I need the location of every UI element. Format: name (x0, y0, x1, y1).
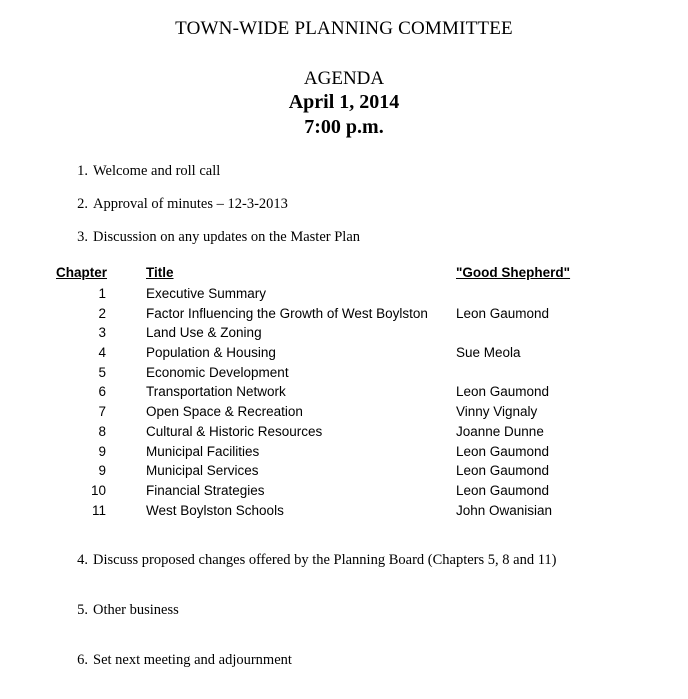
chapter-shepherd: Sue Meola (456, 345, 521, 360)
chapter-title: West Boylston Schools (146, 503, 284, 518)
table-row (0, 306, 688, 326)
chapter-shepherd: Vinny Vignaly (456, 404, 538, 419)
header-good-shepherd: "Good Shepherd" (456, 265, 571, 280)
agenda-item-number: 3. (77, 229, 88, 245)
chapter-number: 11 (91, 503, 106, 518)
agenda-item-text: Other business (93, 602, 179, 618)
header-title: Title (146, 265, 174, 280)
table-row (0, 503, 688, 523)
chapter-number: 5 (98, 365, 106, 380)
agenda-heading: AGENDA (303, 68, 385, 89)
chapter-title: Population & Housing (146, 345, 276, 360)
chapter-title: Land Use & Zoning (146, 325, 262, 340)
chapter-shepherd: Leon Gaumond (456, 483, 550, 498)
chapter-number: 3 (98, 325, 106, 340)
chapter-number: 6 (98, 384, 106, 399)
agenda-item-number: 2. (77, 196, 88, 212)
chapter-number: 10 (90, 483, 106, 498)
chapter-number: 2 (98, 306, 106, 321)
committee-title: TOWN-WIDE PLANNING COMMITTEE (175, 18, 513, 39)
chapter-number: 9 (98, 444, 106, 459)
chapter-title: Factor Influencing the Growth of West Boylston (146, 306, 428, 321)
chapter-title: Open Space & Recreation (146, 404, 303, 419)
table-row (0, 384, 688, 404)
chapter-shepherd: John Owanisian (456, 503, 553, 518)
agenda-item-text: Discuss proposed changes offered by the Planning Board (Chapters 5, 8 and 11) (93, 552, 557, 568)
table-row (0, 325, 688, 345)
meeting-time: 7:00 p.m. (304, 116, 384, 138)
chapter-title: Economic Development (146, 365, 289, 380)
chapter-title: Municipal Facilities (146, 444, 260, 459)
agenda-item-text: Approval of minutes – 12-3-2013 (93, 196, 288, 212)
chapter-number: 9 (98, 463, 106, 478)
chapter-title: Transportation Network (146, 384, 286, 399)
chapter-shepherd: Leon Gaumond (456, 384, 550, 399)
chapter-shepherd: Leon Gaumond (456, 444, 550, 459)
table-row (0, 483, 688, 503)
agenda-item-number: 4. (77, 552, 88, 568)
chapter-number: 8 (98, 424, 106, 439)
chapter-title: Cultural & Historic Resources (146, 424, 323, 439)
header-chapter: Chapter (56, 265, 108, 280)
table-row (0, 463, 688, 483)
agenda-item-text: Welcome and roll call (93, 163, 221, 179)
agenda-item-number: 5. (77, 602, 88, 618)
chapter-shepherd: Leon Gaumond (456, 306, 550, 321)
table-row (0, 404, 688, 424)
chapter-shepherd: Leon Gaumond (456, 463, 550, 478)
chapter-number: 1 (98, 286, 106, 301)
table-row (0, 286, 688, 306)
agenda-item-text: Discussion on any updates on the Master Plan (93, 229, 361, 245)
table-row (0, 424, 688, 444)
agenda-item-number: 6. (77, 652, 88, 668)
chapter-title: Municipal Services (146, 463, 259, 478)
chapter-number: 7 (98, 404, 106, 419)
table-row (0, 365, 688, 385)
chapter-title: Financial Strategies (146, 483, 265, 498)
meeting-date: April 1, 2014 (288, 91, 400, 113)
table-row (0, 345, 688, 365)
chapter-number: 4 (98, 345, 106, 360)
chapter-title: Executive Summary (146, 286, 267, 301)
chapter-shepherd: Joanne Dunne (456, 424, 544, 439)
agenda-item-text: Set next meeting and adjournment (93, 652, 292, 668)
agenda-item-number: 1. (77, 163, 88, 179)
table-row (0, 444, 688, 464)
